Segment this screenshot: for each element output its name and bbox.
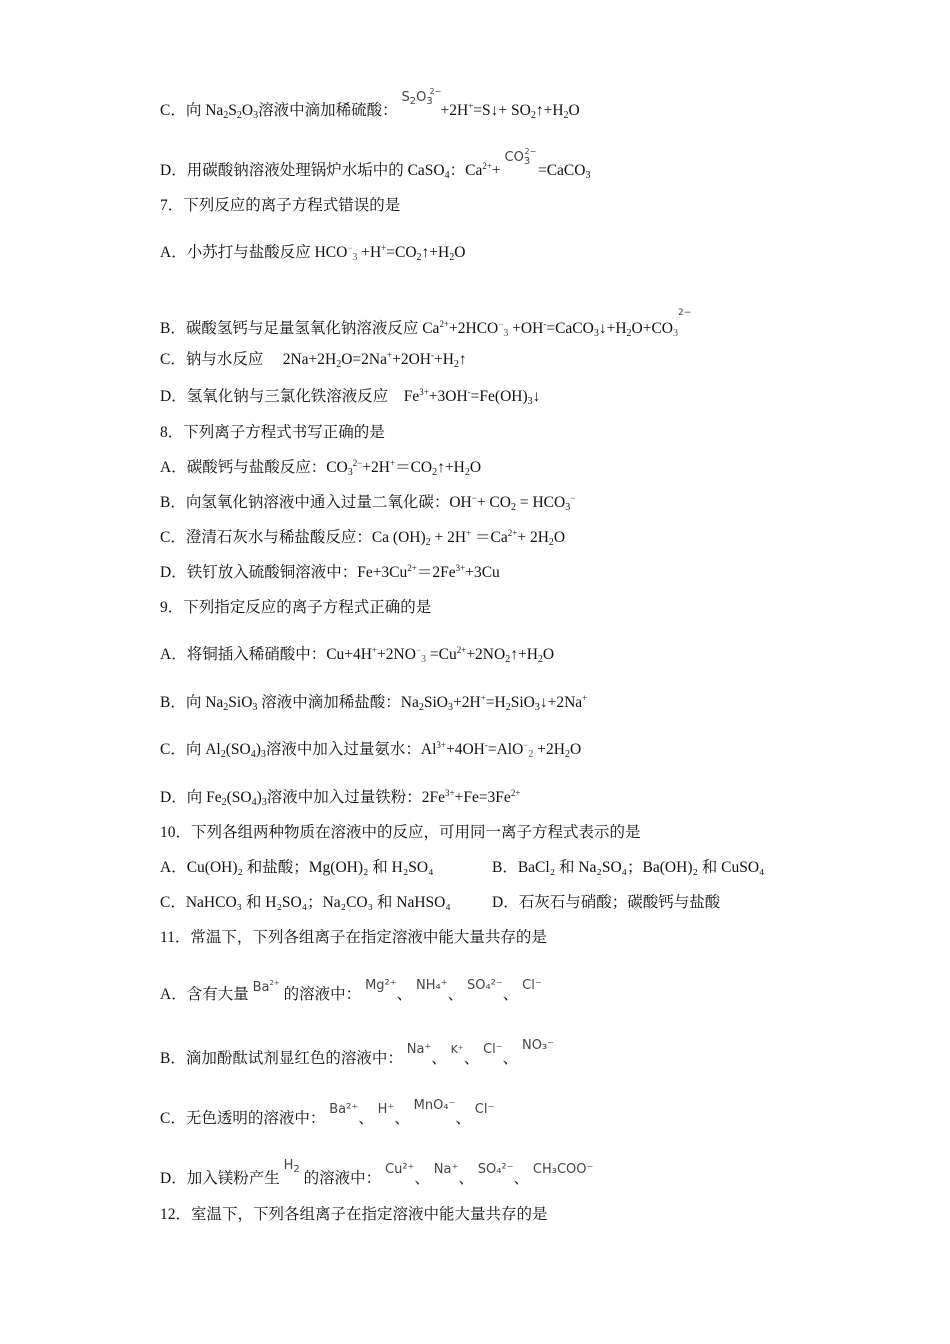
q9-option-d: D．向 $Fe_2(SO_4)_3$溶液中加入过量铁粉：$2Fe^{3+}+Fe=3Fe^{2+}$ — [160, 788, 521, 808]
q7-option-b: B．碳酸氢钙与足量氢氧化钠溶液反应 $Ca^{2+}+2HCO^-_3$ $+OH^-=CaCO_3↓+H_2O+CO_32-$ — [160, 308, 692, 339]
q10-option-d: D．石灰石与硝酸；碳酸钙与盐酸 — [492, 894, 721, 911]
q11-stem: 11．常温下，下列各组离子在指定溶液中能大量共存的是 — [160, 929, 547, 946]
ion-3: Cl⁻ — [483, 1042, 503, 1057]
q11-option-a: A．含有大量 $Ba^{2+}$ 的溶液中： Mg²⁺、 NH₄⁺、 SO₄²⁻、 Cl⁻ — [160, 978, 542, 1003]
q8-option-b: B．向氢氧化钠溶液中通入过量二氧化碳：$OH^-+ CO_2 = HCO_3^-$ — [160, 493, 576, 513]
q7-stem: 7．下列反应的离子方程式错误的是 — [160, 197, 401, 214]
ion-1: Mg²⁺ — [365, 978, 397, 993]
q9-option-a: A．将铜插入稀硝酸中：$Cu+4H^++2NO^-_3$ $=Cu^{2+}+2NO_2↑+H_2O$ — [160, 645, 555, 665]
q8-stem: 8．下列离子方程式书写正确的是 — [160, 424, 385, 441]
ion-3: MnO₄⁻ — [413, 1098, 456, 1113]
q7-option-d: D．氢氧化钠与三氯化铁溶液反应 $Fe^{3+}+3OH^-=Fe(OH)_3↓$ — [160, 387, 541, 407]
ion-2: NH₄⁺ — [416, 978, 448, 993]
ion-1: Ba²⁺ — [329, 1102, 359, 1117]
q11-option-d: D．加入镁粉产生 $H_2$ 的溶液中： Cu²⁺、 Na⁺、 SO₄²⁻、 CH₃COO⁻ — [160, 1158, 594, 1187]
ion-1: Cu²⁺ — [385, 1162, 415, 1177]
q10-option-b: B．BaCl₂ 和 Na₂SO₄；Ba(OH)₂ 和 CuSO₄ — [492, 859, 765, 876]
q11-option-b: B．滴加酚酞试剂显红色的溶液中： Na⁺、 K⁺、 Cl⁻、 NO₃⁻ — [160, 1038, 555, 1067]
ion-2: K⁺ — [450, 1043, 464, 1056]
q12-stem: 12．室温下，下列各组离子在指定溶液中能大量共存的是 — [160, 1206, 548, 1223]
q11-option-c: C．无色透明的溶液中： Ba²⁺、 H⁺、 MnO₄⁻、 Cl⁻ — [160, 1098, 495, 1127]
q9-option-b: B．向 $Na_2SiO_3$ 溶液中滴加稀盐酸：$Na_2SiO_3+2H^+=H_2SiO_3↓+2Na^+$ — [160, 693, 588, 713]
ion-2: H⁺ — [377, 1102, 395, 1117]
ion-3: SO₄²⁻ — [466, 978, 503, 993]
q6-option-d: D．用碳酸钠溶液处理锅炉水垢中的 CaSO$_4$：$Ca^{2+}+ CO_3$ 2− =CaCO$_3$ — [160, 147, 591, 181]
q7-option-c: C．钠与水反应 $2Na+2H_2O=2Na^++2OH^-+H_2↑$ — [160, 350, 467, 370]
ion-3: SO₄²⁻ — [477, 1162, 514, 1177]
hydrogen-gas: $H_2$ — [283, 1158, 300, 1175]
q6-option-c: C．向 $Na_2S_2O_3$溶液中滴加稀硫酸： $S_2O_3$ 2− +2H+=S↓+ $SO_2↑+H_2O$ — [160, 87, 580, 121]
ion-2: Na⁺ — [433, 1162, 459, 1177]
q8-option-c: C．澄清石灰水与稀盐酸反应：Ca $(OH)_2 + 2H^+ =Ca^{2+}+ 2H_2O$ — [160, 528, 566, 548]
q8-option-d: D．铁钉放入硫酸铜溶液中：$Fe+3Cu^{2+}=2Fe^{3+}+3Cu$ — [160, 563, 500, 581]
ion-4: Cl⁻ — [474, 1102, 495, 1117]
q10-option-c: C．NaHCO₃ 和 H₂SO₄；Na₂CO₃ 和 NaHSO₄ — [160, 894, 451, 911]
q9-stem: 9．下列指定反应的离子方程式正确的是 — [160, 599, 432, 616]
carbonate-ion-formula: $CO_3$ 2− — [504, 147, 537, 167]
q9-option-c: C．向 $Al_2(SO_4)_3$溶液中加入过量氨水：$Al^{3+}+4OH^-=AlO^-_2 +2H_2O$ — [160, 740, 582, 760]
q7-option-a: A．小苏打与盐酸反应 $HCO^-_3$ $+H^+=CO_2↑+H_2O$ — [160, 243, 466, 263]
q8-option-a: A．碳酸钙与盐酸反应：$CO_3^{2-}+2H^+=CO_2↑+H_2O$ — [160, 458, 482, 478]
q10-option-a: A．Cu(OH)₂ 和盐酸；Mg(OH)₂ 和 H₂SO₄ — [160, 859, 434, 876]
ion-1: Na⁺ — [406, 1042, 432, 1057]
ion-4: Cl⁻ — [522, 978, 542, 993]
ion-4: CH₃COO⁻ — [532, 1162, 594, 1177]
q10-stem: 10．下列各组两种物质在溶液中的反应，可用同一离子方程式表示的是 — [160, 824, 641, 841]
barium-ion: $Ba^{2+}$ — [252, 979, 280, 995]
thiosulfate-ion-formula: $S_2O_3$ 2− — [401, 87, 442, 107]
ion-4: NO₃⁻ — [522, 1038, 555, 1053]
